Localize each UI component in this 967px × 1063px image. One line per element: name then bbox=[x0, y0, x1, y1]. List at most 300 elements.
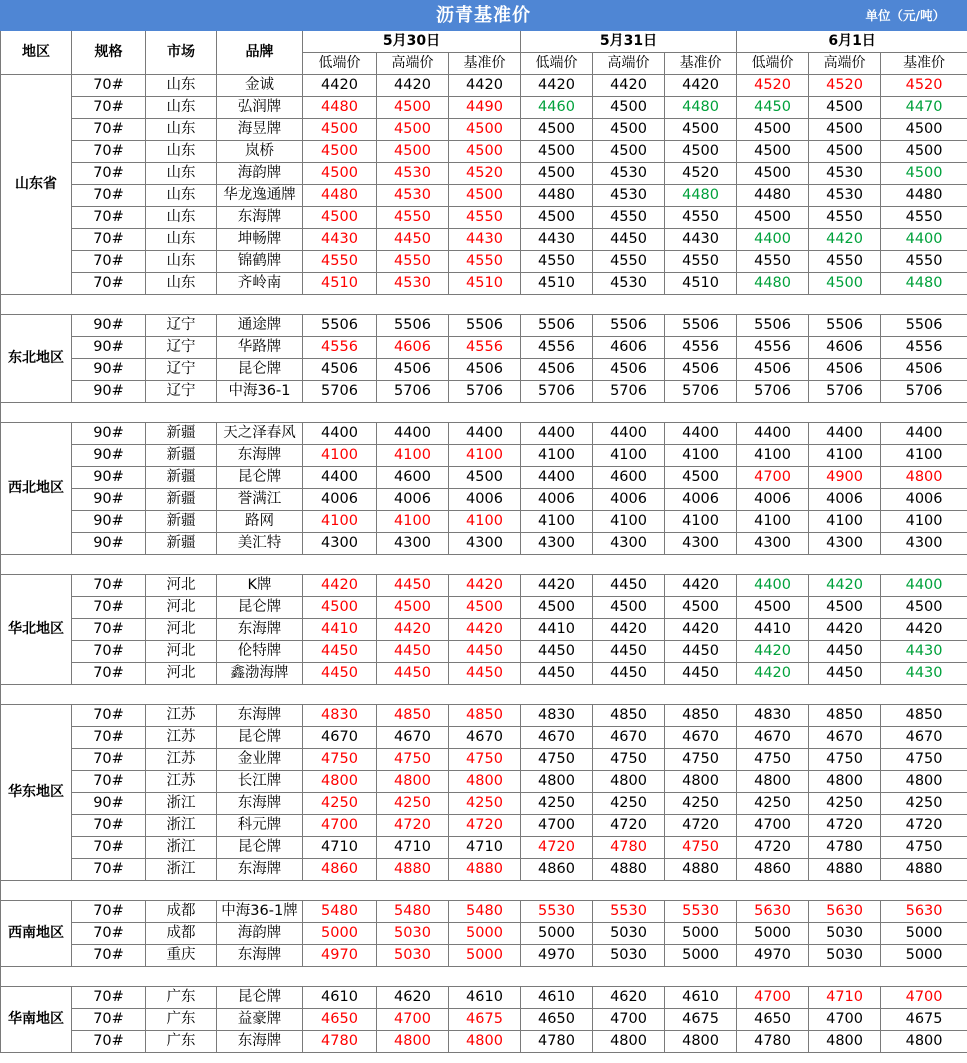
price-cell: 4420 bbox=[377, 619, 449, 641]
price-cell: 5530 bbox=[665, 901, 737, 923]
price-cell: 5030 bbox=[809, 923, 881, 945]
market-cell: 浙江 bbox=[146, 837, 217, 859]
price-cell: 5706 bbox=[303, 381, 377, 403]
price-cell: 5506 bbox=[377, 315, 449, 337]
spec-cell: 70# bbox=[72, 815, 146, 837]
price-cell: 4420 bbox=[665, 575, 737, 597]
price-cell: 4420 bbox=[377, 75, 449, 97]
price-cell: 4006 bbox=[593, 489, 665, 511]
price-cell: 4550 bbox=[449, 251, 521, 273]
brand-cell: 坤畅牌 bbox=[217, 229, 303, 251]
market-cell: 山东 bbox=[146, 163, 217, 185]
price-cell: 5530 bbox=[521, 901, 593, 923]
price-cell: 5706 bbox=[377, 381, 449, 403]
price-cell: 4880 bbox=[377, 859, 449, 881]
price-cell: 4700 bbox=[737, 467, 809, 489]
separator-cell bbox=[1, 555, 967, 575]
brand-cell: 东海牌 bbox=[217, 705, 303, 727]
price-cell: 5706 bbox=[521, 381, 593, 403]
header-base-price: 基准价 bbox=[665, 53, 737, 75]
price-cell: 5030 bbox=[809, 945, 881, 967]
price-cell: 4650 bbox=[737, 1009, 809, 1031]
table-row bbox=[1, 251, 967, 273]
price-cell: 4420 bbox=[449, 575, 521, 597]
price-cell: 4100 bbox=[881, 511, 967, 533]
price-cell: 4610 bbox=[449, 987, 521, 1009]
table-title: 沥青基准价 bbox=[303, 1, 665, 31]
header-date-1: 5月30日 bbox=[303, 31, 521, 53]
price-cell: 4800 bbox=[665, 1031, 737, 1053]
price-cell: 4500 bbox=[449, 141, 521, 163]
market-cell: 河北 bbox=[146, 619, 217, 641]
price-cell: 5530 bbox=[593, 901, 665, 923]
price-cell: 4800 bbox=[593, 771, 665, 793]
table-row bbox=[1, 597, 967, 619]
price-cell: 4480 bbox=[881, 185, 967, 207]
spec-cell: 70# bbox=[72, 641, 146, 663]
price-cell: 4530 bbox=[377, 163, 449, 185]
price-cell: 5000 bbox=[303, 923, 377, 945]
spec-cell: 70# bbox=[72, 749, 146, 771]
price-cell: 4100 bbox=[303, 445, 377, 467]
price-cell: 4006 bbox=[665, 489, 737, 511]
price-cell: 4670 bbox=[881, 727, 967, 749]
spec-cell: 70# bbox=[72, 901, 146, 923]
price-cell: 4450 bbox=[449, 663, 521, 685]
price-cell: 4006 bbox=[809, 489, 881, 511]
market-cell: 广东 bbox=[146, 1009, 217, 1031]
header-high-price: 高端价 bbox=[377, 53, 449, 75]
price-cell: 5000 bbox=[737, 923, 809, 945]
region-cell: 华东地区 bbox=[1, 705, 72, 881]
price-cell: 4450 bbox=[593, 575, 665, 597]
price-cell: 4750 bbox=[521, 749, 593, 771]
price-cell: 4300 bbox=[449, 533, 521, 555]
price-cell: 4450 bbox=[377, 663, 449, 685]
price-cell: 4800 bbox=[881, 467, 967, 489]
price-cell: 4500 bbox=[303, 141, 377, 163]
price-cell: 5506 bbox=[593, 315, 665, 337]
price-cell: 5630 bbox=[881, 901, 967, 923]
market-cell: 山东 bbox=[146, 141, 217, 163]
table-row bbox=[1, 945, 967, 967]
price-cell: 4500 bbox=[737, 163, 809, 185]
price-cell: 4550 bbox=[593, 251, 665, 273]
spec-cell: 70# bbox=[72, 597, 146, 619]
price-cell: 4450 bbox=[303, 663, 377, 685]
price-cell: 4100 bbox=[665, 511, 737, 533]
price-cell: 4300 bbox=[593, 533, 665, 555]
price-cell: 4850 bbox=[809, 705, 881, 727]
price-cell: 5506 bbox=[303, 315, 377, 337]
brand-cell: 天之泽春风 bbox=[217, 423, 303, 445]
price-cell: 4500 bbox=[521, 597, 593, 619]
market-cell: 广东 bbox=[146, 987, 217, 1009]
price-cell: 4480 bbox=[665, 185, 737, 207]
price-cell: 5480 bbox=[377, 901, 449, 923]
price-cell: 4500 bbox=[593, 141, 665, 163]
market-cell: 山东 bbox=[146, 273, 217, 295]
price-cell: 4500 bbox=[665, 141, 737, 163]
brand-cell: 昆仑牌 bbox=[217, 359, 303, 381]
price-cell: 4006 bbox=[303, 489, 377, 511]
brand-cell: 通途牌 bbox=[217, 315, 303, 337]
price-cell: 4450 bbox=[809, 663, 881, 685]
price-cell: 4506 bbox=[881, 359, 967, 381]
region-cell: 西南地区 bbox=[1, 901, 72, 967]
market-cell: 河北 bbox=[146, 641, 217, 663]
spec-cell: 90# bbox=[72, 315, 146, 337]
price-cell: 4506 bbox=[593, 359, 665, 381]
brand-cell: 金诚 bbox=[217, 75, 303, 97]
price-cell: 4510 bbox=[521, 273, 593, 295]
price-cell: 4450 bbox=[303, 641, 377, 663]
price-cell: 4420 bbox=[809, 229, 881, 251]
region-cell: 华北地区 bbox=[1, 575, 72, 685]
price-cell: 4780 bbox=[737, 1031, 809, 1053]
market-cell: 浙江 bbox=[146, 859, 217, 881]
spec-cell: 70# bbox=[72, 837, 146, 859]
price-cell: 4100 bbox=[665, 445, 737, 467]
price-cell: 4500 bbox=[303, 119, 377, 141]
price-cell: 4670 bbox=[809, 727, 881, 749]
price-cell: 4300 bbox=[881, 533, 967, 555]
market-cell: 山东 bbox=[146, 119, 217, 141]
price-cell: 4500 bbox=[737, 141, 809, 163]
price-cell: 4100 bbox=[809, 445, 881, 467]
price-cell: 5000 bbox=[665, 923, 737, 945]
spec-cell: 90# bbox=[72, 381, 146, 403]
table-row bbox=[1, 207, 967, 229]
price-cell: 4800 bbox=[303, 771, 377, 793]
brand-cell: 东海牌 bbox=[217, 1031, 303, 1053]
price-cell: 4780 bbox=[521, 1031, 593, 1053]
price-cell: 4420 bbox=[665, 75, 737, 97]
separator-cell bbox=[1, 685, 967, 705]
price-cell: 4450 bbox=[377, 575, 449, 597]
spec-cell: 70# bbox=[72, 1031, 146, 1053]
price-cell: 4750 bbox=[449, 749, 521, 771]
price-cell: 4556 bbox=[737, 337, 809, 359]
brand-cell: 金业牌 bbox=[217, 749, 303, 771]
region-cell: 山东省 bbox=[1, 75, 72, 295]
price-cell: 4800 bbox=[377, 1031, 449, 1053]
brand-cell: 海昱牌 bbox=[217, 119, 303, 141]
price-cell: 4700 bbox=[521, 815, 593, 837]
brand-cell: 海韵牌 bbox=[217, 923, 303, 945]
price-cell: 4400 bbox=[521, 467, 593, 489]
price-cell: 4500 bbox=[881, 119, 967, 141]
price-cell: 4450 bbox=[593, 663, 665, 685]
price-cell: 4620 bbox=[377, 987, 449, 1009]
spec-cell: 70# bbox=[72, 251, 146, 273]
price-cell: 4500 bbox=[737, 119, 809, 141]
price-cell: 4700 bbox=[303, 815, 377, 837]
price-cell: 4970 bbox=[737, 945, 809, 967]
price-cell: 5030 bbox=[593, 945, 665, 967]
price-cell: 4506 bbox=[449, 359, 521, 381]
price-cell: 4500 bbox=[881, 141, 967, 163]
header-market: 市场 bbox=[146, 31, 217, 75]
price-cell: 4850 bbox=[881, 705, 967, 727]
market-cell: 辽宁 bbox=[146, 359, 217, 381]
price-cell: 4400 bbox=[303, 423, 377, 445]
price-cell: 4750 bbox=[303, 749, 377, 771]
price-cell: 4780 bbox=[593, 837, 665, 859]
price-cell: 4550 bbox=[881, 207, 967, 229]
group-separator bbox=[1, 967, 967, 987]
price-cell: 4430 bbox=[881, 641, 967, 663]
brand-cell: 昆仑牌 bbox=[217, 837, 303, 859]
table-row bbox=[1, 229, 967, 251]
price-cell: 4410 bbox=[737, 619, 809, 641]
price-cell: 4610 bbox=[303, 987, 377, 1009]
price-cell: 4400 bbox=[593, 423, 665, 445]
price-cell: 4720 bbox=[449, 815, 521, 837]
spec-cell: 70# bbox=[72, 987, 146, 1009]
price-cell: 4500 bbox=[665, 467, 737, 489]
price-cell: 4880 bbox=[881, 859, 967, 881]
brand-cell: 昆仑牌 bbox=[217, 467, 303, 489]
market-cell: 辽宁 bbox=[146, 337, 217, 359]
market-cell: 河北 bbox=[146, 663, 217, 685]
price-cell: 4400 bbox=[665, 423, 737, 445]
price-cell: 4670 bbox=[665, 727, 737, 749]
price-cell: 4600 bbox=[593, 467, 665, 489]
price-cell: 5000 bbox=[449, 945, 521, 967]
market-cell: 江苏 bbox=[146, 771, 217, 793]
price-cell: 4450 bbox=[449, 641, 521, 663]
price-cell: 4720 bbox=[881, 815, 967, 837]
spec-cell: 70# bbox=[72, 207, 146, 229]
market-cell: 山东 bbox=[146, 75, 217, 97]
group-separator bbox=[1, 295, 967, 315]
price-cell: 4430 bbox=[665, 229, 737, 251]
price-cell: 4720 bbox=[737, 837, 809, 859]
brand-cell: 昆仑牌 bbox=[217, 727, 303, 749]
price-cell: 4830 bbox=[521, 705, 593, 727]
price-cell: 4550 bbox=[665, 207, 737, 229]
price-cell: 4400 bbox=[303, 467, 377, 489]
price-cell: 4100 bbox=[737, 511, 809, 533]
market-cell: 山东 bbox=[146, 97, 217, 119]
price-cell: 4250 bbox=[737, 793, 809, 815]
price-cell: 4006 bbox=[737, 489, 809, 511]
spec-cell: 90# bbox=[72, 467, 146, 489]
price-cell: 4250 bbox=[593, 793, 665, 815]
price-cell: 4710 bbox=[377, 837, 449, 859]
market-cell: 新疆 bbox=[146, 489, 217, 511]
price-cell: 4100 bbox=[809, 511, 881, 533]
price-cell: 4720 bbox=[521, 837, 593, 859]
price-cell: 4860 bbox=[737, 859, 809, 881]
price-cell: 4800 bbox=[809, 771, 881, 793]
brand-cell: 益豪牌 bbox=[217, 1009, 303, 1031]
price-cell: 4880 bbox=[665, 859, 737, 881]
brand-cell: 东海牌 bbox=[217, 793, 303, 815]
price-cell: 4480 bbox=[521, 185, 593, 207]
price-cell: 4420 bbox=[593, 75, 665, 97]
price-cell: 4530 bbox=[809, 185, 881, 207]
market-cell: 成都 bbox=[146, 923, 217, 945]
price-cell: 4420 bbox=[665, 619, 737, 641]
price-cell: 4500 bbox=[809, 119, 881, 141]
price-cell: 4006 bbox=[449, 489, 521, 511]
price-cell: 5030 bbox=[377, 923, 449, 945]
brand-cell: 锦鹤牌 bbox=[217, 251, 303, 273]
price-cell: 5706 bbox=[737, 381, 809, 403]
price-cell: 4606 bbox=[593, 337, 665, 359]
price-cell: 4800 bbox=[449, 771, 521, 793]
price-cell: 4100 bbox=[449, 511, 521, 533]
brand-cell: 东海牌 bbox=[217, 207, 303, 229]
price-cell: 5030 bbox=[593, 923, 665, 945]
spec-cell: 70# bbox=[72, 229, 146, 251]
price-cell: 4710 bbox=[449, 837, 521, 859]
price-cell: 4880 bbox=[809, 859, 881, 881]
price-cell: 4420 bbox=[737, 641, 809, 663]
price-cell: 4720 bbox=[809, 815, 881, 837]
price-cell: 4800 bbox=[593, 1031, 665, 1053]
market-cell: 山东 bbox=[146, 207, 217, 229]
price-cell: 4006 bbox=[521, 489, 593, 511]
price-cell: 4710 bbox=[809, 987, 881, 1009]
price-cell: 5506 bbox=[881, 315, 967, 337]
market-cell: 山东 bbox=[146, 185, 217, 207]
market-cell: 河北 bbox=[146, 575, 217, 597]
price-cell: 4400 bbox=[737, 423, 809, 445]
price-cell: 4506 bbox=[809, 359, 881, 381]
price-cell: 4550 bbox=[593, 207, 665, 229]
price-cell: 4300 bbox=[521, 533, 593, 555]
spec-cell: 70# bbox=[72, 273, 146, 295]
header-base-price: 基准价 bbox=[881, 53, 967, 75]
price-cell: 4880 bbox=[449, 859, 521, 881]
price-cell: 4500 bbox=[303, 597, 377, 619]
price-cell: 4530 bbox=[593, 185, 665, 207]
price-cell: 4556 bbox=[449, 337, 521, 359]
price-cell: 4506 bbox=[303, 359, 377, 381]
spec-cell: 90# bbox=[72, 423, 146, 445]
price-cell: 4600 bbox=[377, 467, 449, 489]
table-body bbox=[1, 75, 967, 1053]
table-row bbox=[1, 859, 967, 881]
price-cell: 4450 bbox=[593, 641, 665, 663]
price-cell: 4670 bbox=[521, 727, 593, 749]
price-cell: 4830 bbox=[303, 705, 377, 727]
spec-cell: 70# bbox=[72, 923, 146, 945]
brand-cell: K牌 bbox=[217, 575, 303, 597]
spec-cell: 70# bbox=[72, 945, 146, 967]
price-cell: 4750 bbox=[665, 837, 737, 859]
price-cell: 5000 bbox=[665, 945, 737, 967]
price-cell: 4500 bbox=[377, 597, 449, 619]
table-row bbox=[1, 97, 967, 119]
price-cell: 5506 bbox=[449, 315, 521, 337]
price-cell: 4450 bbox=[593, 229, 665, 251]
market-cell: 成都 bbox=[146, 901, 217, 923]
price-cell: 5000 bbox=[881, 945, 967, 967]
price-cell: 4970 bbox=[521, 945, 593, 967]
price-cell: 4500 bbox=[377, 97, 449, 119]
brand-cell: 昆仑牌 bbox=[217, 597, 303, 619]
price-cell: 5706 bbox=[665, 381, 737, 403]
price-cell: 4550 bbox=[303, 251, 377, 273]
header-spec: 规格 bbox=[72, 31, 146, 75]
price-cell: 4300 bbox=[303, 533, 377, 555]
spec-cell: 70# bbox=[72, 141, 146, 163]
price-cell: 5480 bbox=[303, 901, 377, 923]
price-cell: 4506 bbox=[377, 359, 449, 381]
region-cell: 西北地区 bbox=[1, 423, 72, 555]
spec-cell: 70# bbox=[72, 1009, 146, 1031]
price-cell: 4500 bbox=[593, 597, 665, 619]
price-cell: 4400 bbox=[449, 423, 521, 445]
brand-cell: 长江牌 bbox=[217, 771, 303, 793]
price-cell: 4300 bbox=[665, 533, 737, 555]
market-cell: 新疆 bbox=[146, 423, 217, 445]
price-cell: 4800 bbox=[521, 771, 593, 793]
price-cell: 4510 bbox=[303, 273, 377, 295]
price-cell: 4480 bbox=[737, 185, 809, 207]
table-row bbox=[1, 641, 967, 663]
price-cell: 4410 bbox=[303, 619, 377, 641]
price-cell: 4750 bbox=[593, 749, 665, 771]
price-cell: 4500 bbox=[521, 141, 593, 163]
price-cell: 4420 bbox=[303, 75, 377, 97]
spec-cell: 90# bbox=[72, 337, 146, 359]
price-cell: 4550 bbox=[377, 207, 449, 229]
table-row bbox=[1, 381, 967, 403]
brand-cell: 岚桥 bbox=[217, 141, 303, 163]
price-cell: 4420 bbox=[521, 75, 593, 97]
price-cell: 4675 bbox=[449, 1009, 521, 1031]
brand-cell: 东海牌 bbox=[217, 445, 303, 467]
price-cell: 4500 bbox=[521, 119, 593, 141]
price-cell: 4606 bbox=[377, 337, 449, 359]
price-cell: 4530 bbox=[377, 273, 449, 295]
spec-cell: 90# bbox=[72, 445, 146, 467]
table-row bbox=[1, 575, 967, 597]
table-row bbox=[1, 1031, 967, 1053]
price-cell: 4670 bbox=[303, 727, 377, 749]
price-cell: 4556 bbox=[303, 337, 377, 359]
price-cell: 4500 bbox=[809, 141, 881, 163]
price-cell: 4420 bbox=[449, 75, 521, 97]
price-cell: 4100 bbox=[593, 511, 665, 533]
price-cell: 4860 bbox=[303, 859, 377, 881]
price-cell: 4650 bbox=[521, 1009, 593, 1031]
price-cell: 4500 bbox=[593, 97, 665, 119]
price-cell: 4400 bbox=[881, 423, 967, 445]
price-cell: 4100 bbox=[521, 445, 593, 467]
price-cell: 4830 bbox=[737, 705, 809, 727]
separator-cell bbox=[1, 403, 967, 423]
brand-cell: 昆仑牌 bbox=[217, 987, 303, 1009]
price-cell: 4750 bbox=[737, 749, 809, 771]
price-cell: 5706 bbox=[593, 381, 665, 403]
price-cell: 4506 bbox=[665, 359, 737, 381]
price-cell: 4430 bbox=[881, 663, 967, 685]
price-cell: 4400 bbox=[809, 423, 881, 445]
price-cell: 4800 bbox=[737, 771, 809, 793]
table-row bbox=[1, 489, 967, 511]
price-cell: 4480 bbox=[665, 97, 737, 119]
brand-cell: 海韵牌 bbox=[217, 163, 303, 185]
price-cell: 4556 bbox=[881, 337, 967, 359]
price-cell: 4700 bbox=[809, 1009, 881, 1031]
spec-cell: 90# bbox=[72, 359, 146, 381]
